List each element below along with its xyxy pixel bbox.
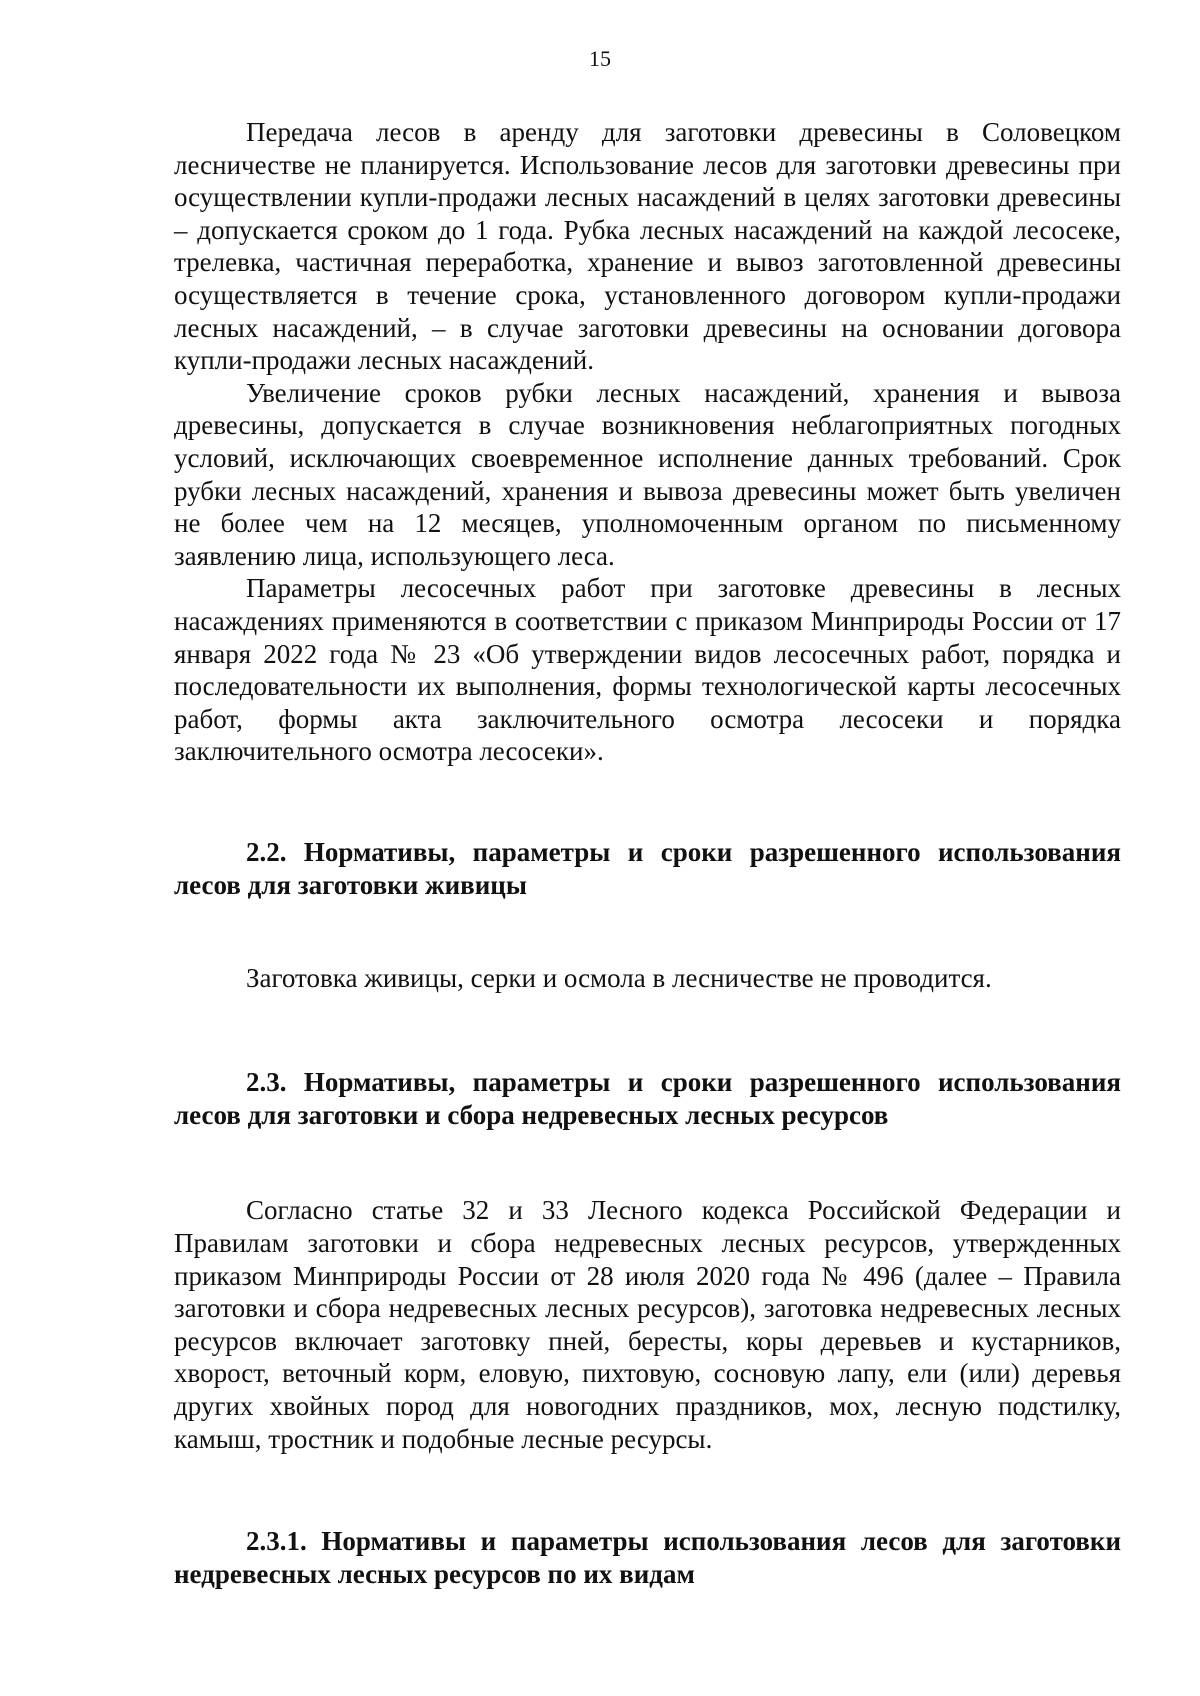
heading-section-2-2: 2.2. Нормативы, параметры и сроки разрешенного использования лесов для заготовки живицы <box>174 836 1121 900</box>
paragraph-logging-parameters: Параметры лесосечных работ при заготовке древесины в лесных насаждениях применяются в соответствии с приказом Минприроды России от 17 января 2022 года № 23 «Об утверждении видов лесосечных работ, порядка и последовательности их выполнения, формы технологической карты лесосечных работ, формы акта заключительного осмотра лесосеки и порядка заключительного осмотра лесосеки». <box>174 573 1121 767</box>
heading-section-2-3: 2.3. Нормативы, параметры и сроки разрешенного использования лесов для заготовки и сбора недревесных лесных ресурсов <box>174 1067 1121 1131</box>
heading-section-2-3-1: 2.3.1. Нормативы и параметры использования лесов для заготовки недревесных лесных ресурсов по их видам <box>174 1526 1121 1590</box>
paragraph-extension-of-terms: Увеличение сроков рубки лесных насаждений, хранения и вывоза древесины, допускается в случае возникновения неблагоприятных погодных условий, исключающих своевременное исполнение данных требований. Срок рубки лесных насаждений, хранения и вывоза древесины может быть увеличен не более чем на 12 месяцев, уполномоченным органом по письменному заявлению лица, использующего леса. <box>174 377 1121 571</box>
paragraph-non-timber-resources: Согласно статье 32 и 33 Лесного кодекса Российской Федерации и Правилам заготовки и сбора недревесных лесных ресурсов, утвержденных приказом Минприроды России от 28 июля 2020 года № 496 (далее – Правила заготовки и сбора недревесных лесных ресурсов), заготовка недревесных лесных ресурсов включает заготовку пней, бересты, коры деревьев и кустарников, хворост, веточный корм, еловую, пихтовую, сосновую лапу, ели (или) деревья других хвойных пород для новогодних праздников, мох, лесную подстилку, камыш, тростник и подобные лесные ресурсы. <box>174 1195 1121 1454</box>
paragraph-lease-timber-harvesting: Передача лесов в аренду для заготовки древесины в Соловецком лесничестве не планируется. Использование лесов для заготовки древесины при осуществлении купли-продажи лесных насаждений в целях заготовки древесины – допускается сроком до 1 года. Рубка лесных насаждений на каждой лесосеке, трелевка, частичная переработка, хранение и вывоз заготовленной древесины осуществляется в течение срока, установленного договором купли-продажи лесных насаждений, – в случае заготовки древесины на основании договора купли-продажи лесных насаждений. <box>174 117 1121 376</box>
paragraph-resin-harvesting: Заготовка живицы, серки и осмола в лесничестве не проводится. <box>246 962 992 993</box>
document-body <box>174 116 1121 1591</box>
page-number: 15 <box>589 46 611 71</box>
